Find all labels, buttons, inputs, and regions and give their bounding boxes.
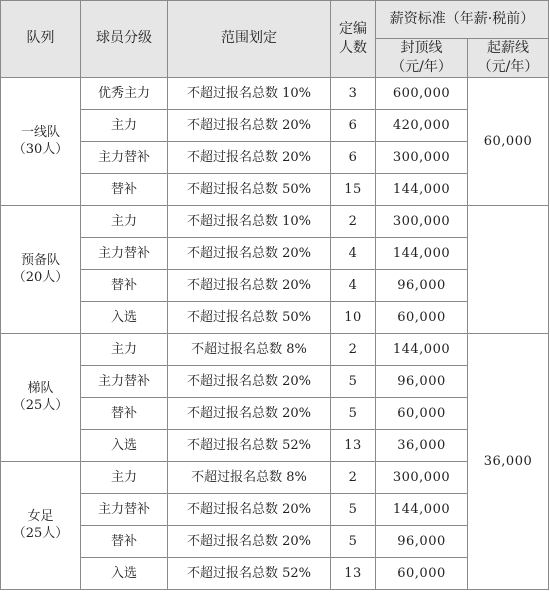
- table-body: [1, 77, 549, 589]
- range-cell: 不超过报名总数 20%: [168, 237, 331, 269]
- range-cell: 不超过报名总数 10%: [168, 205, 331, 237]
- range-cell: 不超过报名总数 8%: [168, 461, 331, 493]
- quota-cell: 2: [331, 461, 376, 493]
- quota-cell: 10: [331, 301, 376, 333]
- range-cell: 不超过报名总数 50%: [168, 173, 331, 205]
- table-row: [1, 333, 549, 365]
- table-row: [1, 557, 549, 589]
- quota-cell: 5: [331, 525, 376, 557]
- range-cell: 不超过报名总数 20%: [168, 269, 331, 301]
- table-row: [1, 237, 549, 269]
- quota-cell: 13: [331, 557, 376, 589]
- cap-cell: 60,000: [376, 301, 468, 333]
- quota-cell: 6: [331, 141, 376, 173]
- header-quota-line1: 定编: [339, 21, 367, 37]
- team-count: （25人）: [12, 398, 69, 414]
- quota-cell: 4: [331, 269, 376, 301]
- cap-cell: 60,000: [376, 557, 468, 589]
- grade-cell: 主力: [81, 205, 168, 237]
- quota-cell: 4: [331, 237, 376, 269]
- table-row: [1, 301, 549, 333]
- cap-cell: 96,000: [376, 525, 468, 557]
- cap-cell: 36,000: [376, 429, 468, 461]
- grade-cell: 主力: [81, 461, 168, 493]
- quota-cell: 5: [331, 493, 376, 525]
- header-quota-line2: 人数: [339, 39, 367, 56]
- range-cell: 不超过报名总数 20%: [168, 493, 331, 525]
- header-team: 队列: [1, 1, 81, 78]
- range-cell: 不超过报名总数 20%: [168, 525, 331, 557]
- range-cell: 不超过报名总数 52%: [168, 429, 331, 461]
- grade-cell: 替补: [81, 397, 168, 429]
- grade-cell: 替补: [81, 173, 168, 205]
- grade-cell: 主力替补: [81, 493, 168, 525]
- team-count: （30人）: [12, 142, 69, 158]
- team-cell: [1, 77, 81, 205]
- range-cell: 不超过报名总数 50%: [168, 301, 331, 333]
- header-range: 范围划定: [168, 1, 331, 78]
- grade-cell: 替补: [81, 269, 168, 301]
- cap-cell: 96,000: [376, 269, 468, 301]
- header-cap: [376, 39, 468, 78]
- grade-cell: 主力替补: [81, 141, 168, 173]
- cap-cell: 144,000: [376, 173, 468, 205]
- range-cell: 不超过报名总数 52%: [168, 557, 331, 589]
- header-cap-label: 封顶线: [400, 40, 443, 56]
- start-salary-cell: 36,000: [468, 333, 549, 589]
- grade-cell: 主力: [81, 109, 168, 141]
- quota-cell: 15: [331, 173, 376, 205]
- range-cell: 不超过报名总数 20%: [168, 141, 331, 173]
- header-start-unit: （元/年）: [477, 58, 539, 75]
- quota-cell: 5: [331, 365, 376, 397]
- cap-cell: 96,000: [376, 365, 468, 397]
- cap-cell: 420,000: [376, 109, 468, 141]
- start-salary-cell: 60,000: [468, 77, 549, 205]
- table-row: [1, 493, 549, 525]
- grade-cell: 主力: [81, 333, 168, 365]
- range-cell: 不超过报名总数 20%: [168, 397, 331, 429]
- cap-cell: 600,000: [376, 77, 468, 109]
- team-cell: [1, 205, 81, 333]
- table-header: [1, 1, 549, 78]
- table-row: [1, 173, 549, 205]
- team-cell: [1, 333, 81, 461]
- table-row: [1, 397, 549, 429]
- cap-cell: 144,000: [376, 333, 468, 365]
- quota-cell: 13: [331, 429, 376, 461]
- team-name: 女足: [27, 508, 54, 524]
- table-row: [1, 461, 549, 493]
- team-cell: [1, 461, 81, 589]
- team-name: 预备队: [20, 252, 60, 268]
- range-cell: 不超过报名总数 8%: [168, 333, 331, 365]
- range-cell: 不超过报名总数 10%: [168, 77, 331, 109]
- header-quota: [331, 1, 376, 78]
- grade-cell: 优秀主力: [81, 77, 168, 109]
- table-row: [1, 269, 549, 301]
- grade-cell: 入选: [81, 429, 168, 461]
- grade-cell: 替补: [81, 525, 168, 557]
- start-salary-cell: [468, 205, 549, 333]
- grade-cell: 主力替补: [81, 365, 168, 397]
- table-row: [1, 525, 549, 557]
- grade-cell: 入选: [81, 301, 168, 333]
- table-row: [1, 109, 549, 141]
- cap-cell: 300,000: [376, 141, 468, 173]
- cap-cell: 60,000: [376, 397, 468, 429]
- team-name: 梯队: [27, 380, 54, 396]
- team-count: （25人）: [12, 526, 69, 542]
- range-cell: 不超过报名总数 20%: [168, 365, 331, 397]
- header-start: [468, 39, 549, 78]
- quota-cell: 5: [331, 397, 376, 429]
- cap-cell: 144,000: [376, 237, 468, 269]
- grade-cell: 入选: [81, 557, 168, 589]
- header-cap-unit: （元/年）: [391, 58, 452, 75]
- table-row: [1, 77, 549, 109]
- table-row: [1, 205, 549, 237]
- grade-cell: 主力替补: [81, 237, 168, 269]
- quota-cell: 6: [331, 109, 376, 141]
- range-cell: 不超过报名总数 20%: [168, 109, 331, 141]
- header-salary-standard: 薪资标准（年薪·税前）: [376, 1, 549, 39]
- quota-cell: 2: [331, 333, 376, 365]
- quota-cell: 3: [331, 77, 376, 109]
- table-row: [1, 141, 549, 173]
- team-name: 一线队: [20, 124, 60, 140]
- cap-cell: 144,000: [376, 493, 468, 525]
- cap-cell: 300,000: [376, 205, 468, 237]
- header-grade: 球员分级: [81, 1, 168, 78]
- cap-cell: 300,000: [376, 461, 468, 493]
- quota-cell: 2: [331, 205, 376, 237]
- team-count: （20人）: [12, 270, 69, 286]
- table-row: [1, 365, 549, 397]
- table-row: [1, 429, 549, 461]
- header-start-label: 起薪线: [487, 40, 529, 56]
